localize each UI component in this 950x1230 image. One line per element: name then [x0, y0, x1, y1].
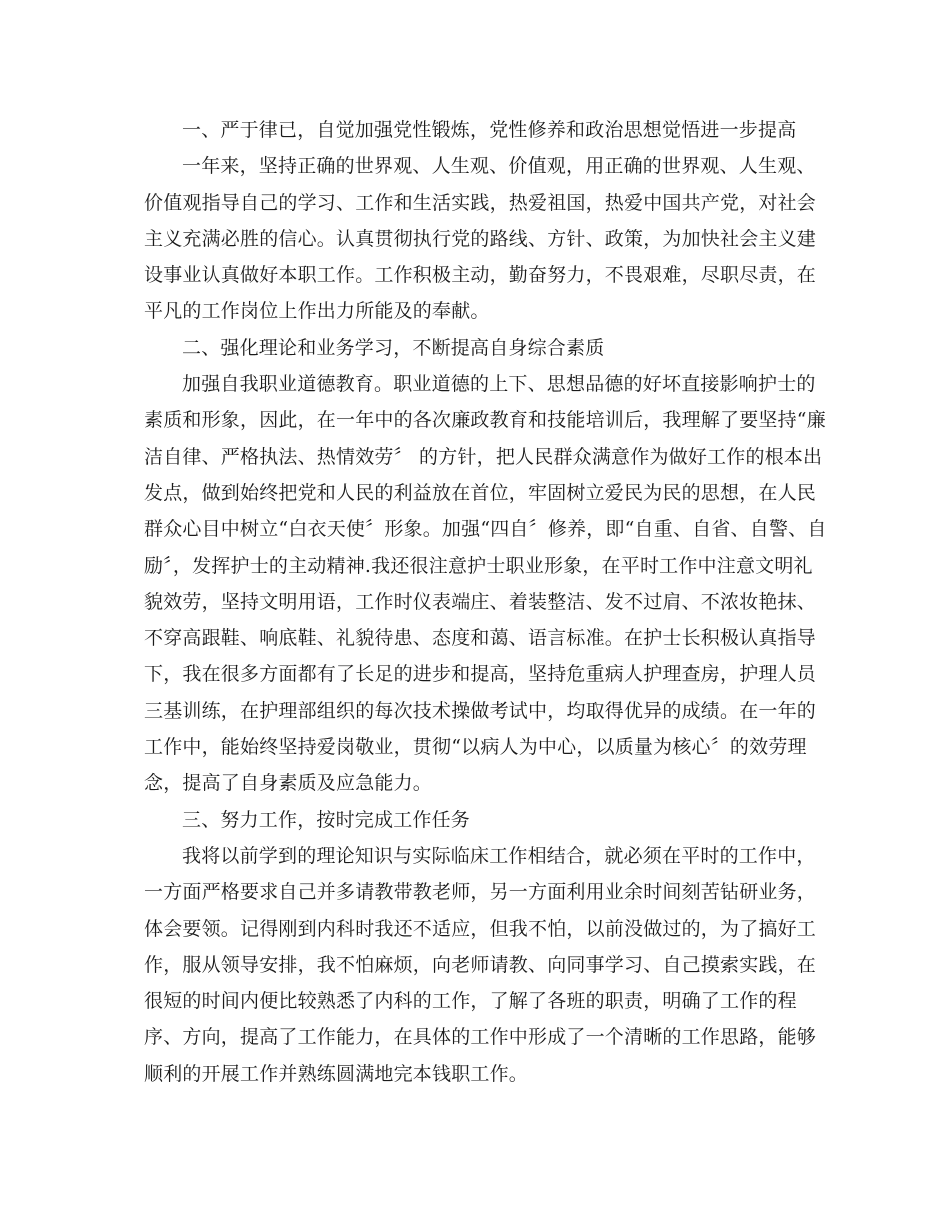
paragraph-line: 群众心目中树立“白衣天使〞形象。加强“四自〞修养，即“自重、自省、自警、自 — [144, 518, 827, 541]
paragraph-line: 励〞，发挥护士的主动精神.我还很注意护士职业形象，在平时工作中注意文明礼 — [144, 554, 813, 577]
paragraph-line: 素质和形象，因此，在一年中的各次廉政教育和技能培训后，我理解了要坚持“廉 — [144, 409, 826, 432]
paragraph-line: 很短的时间内便比较熟悉了内科的工作，了解了各班的职责，明确了工作的程 — [144, 990, 797, 1013]
paragraph-line: 三基训练，在护理部组织的每次技术操做考试中，均取得优异的成绩。在一年的 — [144, 699, 817, 722]
paragraph — [144, 148, 817, 329]
paragraph — [144, 838, 817, 1092]
paragraph-line: 作，服从领导安排，我不怕麻烦，向老师请教、向同事学习、自己摸索实践，在 — [144, 953, 817, 976]
paragraph-line: 顺利的开展工作并熟练圆满地完本钱职工作。 — [144, 1062, 529, 1085]
section-heading: 一、严于律已，自觉加强党性锻炼，党性修养和政治思想觉悟进一步提高 — [182, 119, 797, 141]
paragraph-line: 下，我在很多方面都有了长足的进步和提高，坚持危重病人护理查房，护理人员 — [144, 663, 817, 686]
paragraph-line: 序、方向，提高了工作能力，在具体的工作中形成了一个清晰的工作思路，能够 — [144, 1026, 817, 1049]
paragraph — [144, 366, 827, 802]
document-body — [144, 112, 827, 1092]
paragraph-line: 体会要领。记得刚到内科时我还不适应，但我不怕，以前没做过的，为了搞好工 — [144, 917, 817, 940]
paragraph-line: 工作中，能始终坚持爱岗敬业，贯彻“以病人为中心，以质量为核心〞的效劳理 — [144, 736, 807, 759]
paragraph-line: 洁自律、严格执法、热情效劳〞 的方针，把人民群众满意作为做好工作的根本出 — [144, 445, 823, 468]
paragraph-line: 一方面严格要求自己并多请教带教老师，另一方面利用业余时间刻苦钻研业务， — [144, 881, 817, 904]
paragraph-line: 价值观指导自己的学习、工作和生活实践，热爱祖国，热爱中国共产党，对社会 — [144, 191, 817, 214]
section-heading: 二、强化理论和业务学习，不断提高自身综合素质 — [182, 336, 605, 359]
paragraph-line: 不穿高跟鞋、响底鞋、礼貌待患、态度和蔼、语言标准。在护士长积极认真指导 — [144, 627, 817, 650]
paragraph-line: 设事业认真做好本职工作。工作积极主动，勤奋努力，不畏艰难，尽职尽责，在 — [144, 264, 817, 287]
paragraph-line: 貌效劳，坚持文明用语，工作时仪表端庄、着装整洁、发不过肩、不浓妆艳抹、 — [144, 590, 817, 613]
paragraph-line: 平凡的工作岗位上作出力所能及的奉献。 — [144, 300, 490, 323]
section-heading: 三、努力工作，按时完成工作任务 — [182, 808, 471, 831]
paragraph-line: 念，提高了自身素质及应急能力。 — [144, 772, 433, 795]
paragraph-line: 发点，做到始终把党和人民的利益放在首位，牢固树立爱民为民的思想，在人民 — [144, 481, 817, 504]
paragraph-line: 一年来，坚持正确的世界观、人生观、价值观，用正确的世界观、人生观、 — [182, 155, 816, 178]
paragraph-line: 加强自我职业道德教育。职业道德的上下、思想品德的好坏直接影响护士的 — [182, 373, 816, 396]
paragraph-line: 我将以前学到的理论知识与实际临床工作相结合，就必须在平时的工作中， — [182, 844, 816, 867]
paragraph-line: 主义充满必胜的信心。认真贯彻执行党的路线、方针、政策，为加快社会主义建 — [144, 227, 817, 250]
